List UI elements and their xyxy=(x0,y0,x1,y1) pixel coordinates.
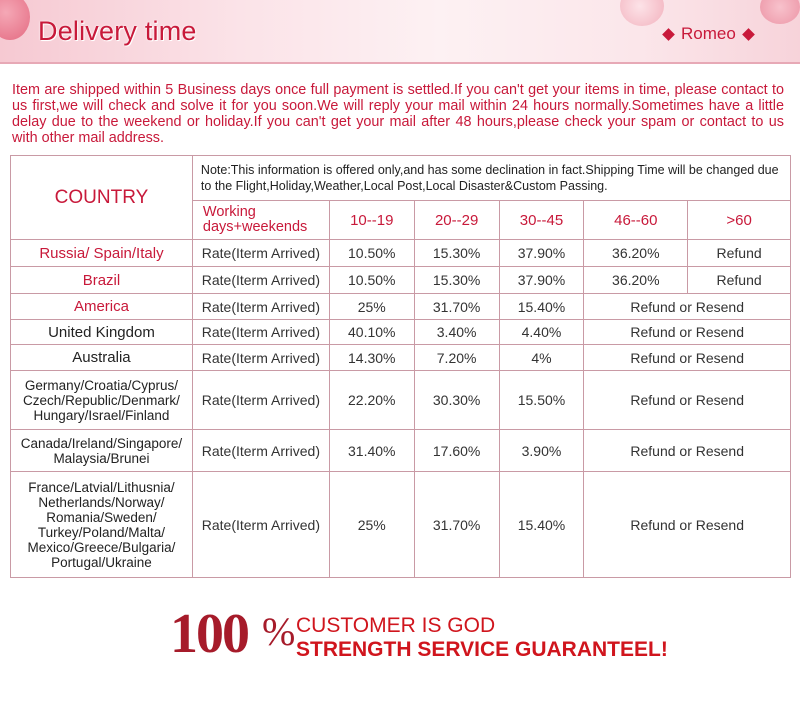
rate-label-cell: Rate(Iterm Arrived) xyxy=(192,294,329,320)
rate-value-cell: 17.60% xyxy=(414,430,499,472)
refund-resend-cell: Refund or Resend xyxy=(584,320,791,345)
rate-value-cell: 3.40% xyxy=(414,320,499,345)
slogan-line-1: CUSTOMER IS GOD xyxy=(296,614,496,637)
rate-label-cell: Rate(Iterm Arrived) xyxy=(192,371,329,430)
rate-value-cell: 14.30% xyxy=(329,345,414,371)
rate-value-cell: 36.20% xyxy=(584,267,688,294)
shipping-intro-text: Item are shipped within 5 Business days once full payment is settled.If you can't get your items in time, please contact to us first,we will check and solve it for you soon.We will reply your mail within 24 hours normally.Sometimes have a little delay due to the weekend or holiday.If you can't get your mail after 48 hours,please check your spam or contact to us with other mail address. xyxy=(12,82,784,146)
country-cell: United Kingdom xyxy=(11,320,193,345)
country-cell: Germany/Croatia/Cyprus/ Czech/Republic/Denmark/ Hungary/Israel/Finland xyxy=(11,371,193,430)
refund-resend-cell: Refund or Resend xyxy=(584,371,791,430)
period-header: 46--60 xyxy=(584,201,688,240)
refund-resend-cell: Refund or Resend xyxy=(584,345,791,371)
table-row xyxy=(11,371,791,430)
rate-value-cell: 30.30% xyxy=(414,371,499,430)
rate-value-cell: 31.40% xyxy=(329,430,414,472)
rate-label-cell: Rate(Iterm Arrived) xyxy=(192,240,329,267)
percent-sign: % xyxy=(262,609,296,654)
table-row xyxy=(11,430,791,472)
brand-name: Romeo xyxy=(681,24,736,43)
brand-label xyxy=(664,24,753,44)
country-cell: France/Latvial/Lithusnia/ Netherlands/Norway/ Romania/Sweden/ Turkey/Poland/Malta/ Mexico/Greece/Bulgaria/ Portugal/Ukraine xyxy=(11,472,193,578)
rate-value-cell: 7.20% xyxy=(414,345,499,371)
refund-resend-cell: Refund or Resend xyxy=(584,294,791,320)
rate-value-cell: 15.40% xyxy=(499,294,584,320)
rate-value-cell: 31.70% xyxy=(414,472,499,578)
refund-cell: Refund xyxy=(688,240,791,267)
rate-label-cell: Rate(Iterm Arrived) xyxy=(192,472,329,578)
rate-value-cell: 37.90% xyxy=(499,240,584,267)
country-cell: Australia xyxy=(11,345,193,371)
table-row xyxy=(11,267,791,294)
rate-value-cell: 10.50% xyxy=(329,267,414,294)
period-header: 30--45 xyxy=(499,201,584,240)
delivery-time-table xyxy=(10,155,791,578)
rose-petal-decoration xyxy=(0,0,30,40)
table-row xyxy=(11,472,791,578)
table-row xyxy=(11,345,791,371)
rate-value-cell: 37.90% xyxy=(499,267,584,294)
period-header: >60 xyxy=(688,201,791,240)
rate-value-cell: 25% xyxy=(329,294,414,320)
country-column-header: COUNTRY xyxy=(11,156,193,240)
refund-cell: Refund xyxy=(688,267,791,294)
diamond-icon xyxy=(742,28,755,41)
rate-value-cell: 15.30% xyxy=(414,267,499,294)
rate-value-cell: 31.70% xyxy=(414,294,499,320)
working-days-header: Working days+weekends xyxy=(192,201,329,240)
rate-value-cell: 40.10% xyxy=(329,320,414,345)
rate-value-cell: 15.30% xyxy=(414,240,499,267)
rate-value-cell: 4% xyxy=(499,345,584,371)
rate-label-cell: Rate(Iterm Arrived) xyxy=(192,320,329,345)
slogan-line-2: STRENGTH SERVICE GUARANTEEL! xyxy=(296,638,668,661)
shipping-note: Note:This information is offered only,and has some declination in fact.Shipping Time will be changed due to the Flight,Holiday,Weather,Local Post,Local Disaster&Custom Passing. xyxy=(192,156,790,201)
rate-value-cell: 25% xyxy=(329,472,414,578)
guarantee-slogan xyxy=(170,604,690,664)
refund-resend-cell: Refund or Resend xyxy=(584,430,791,472)
page-title: Delivery time xyxy=(38,16,197,46)
period-header: 10--19 xyxy=(329,201,414,240)
table-row xyxy=(11,320,791,345)
rate-value-cell: 3.90% xyxy=(499,430,584,472)
header-banner xyxy=(0,0,800,64)
rose-petal-decoration xyxy=(760,0,800,24)
rate-value-cell: 4.40% xyxy=(499,320,584,345)
rate-label-cell: Rate(Iterm Arrived) xyxy=(192,345,329,371)
country-cell: Brazil xyxy=(11,267,193,294)
rate-value-cell: 15.50% xyxy=(499,371,584,430)
period-header: 20--29 xyxy=(414,201,499,240)
rate-value-cell: 22.20% xyxy=(329,371,414,430)
hundred-number: 100 xyxy=(170,603,248,665)
rate-label-cell: Rate(Iterm Arrived) xyxy=(192,430,329,472)
rate-value-cell: 15.40% xyxy=(499,472,584,578)
rate-label-cell: Rate(Iterm Arrived) xyxy=(192,267,329,294)
diamond-icon xyxy=(662,28,675,41)
table-row xyxy=(11,294,791,320)
refund-resend-cell: Refund or Resend xyxy=(584,472,791,578)
rose-petal-decoration xyxy=(620,0,664,26)
table-row xyxy=(11,240,791,267)
country-cell: Russia/ Spain/Italy xyxy=(11,240,193,267)
rate-value-cell: 36.20% xyxy=(584,240,688,267)
rate-value-cell: 10.50% xyxy=(329,240,414,267)
country-cell: America xyxy=(11,294,193,320)
country-cell: Canada/Ireland/Singapore/ Malaysia/Brunei xyxy=(11,430,193,472)
